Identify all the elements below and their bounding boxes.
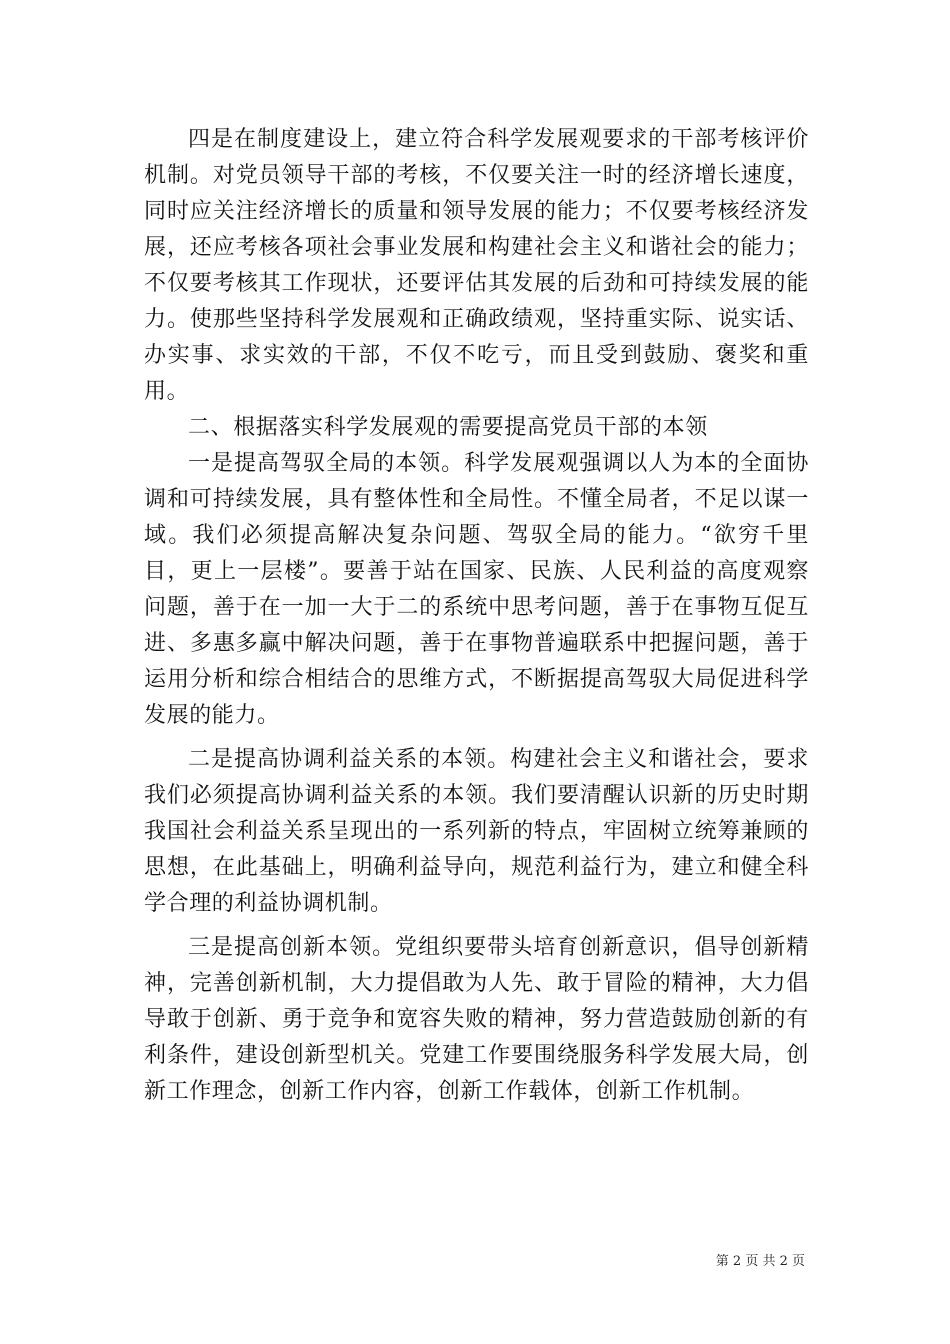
- paragraph-innovation: 三是提高创新本领。党组织要带头培育创新意识，倡导创新精神，完善创新机制，大力提倡敢为人先、敢于冒险的精神，大力倡导敢于创新、勇于竞争和宽容失败的精神，努力营造鼓励创新的有利条件，建设创新型机关。党建工作要围绕服务科学发展大局，创新工作理念，创新工作内容，创新工作载体，创新工作机制。: [144, 935, 809, 1104]
- paragraph-evaluation-mechanism: 四是在制度建设上，建立符合科学发展观要求的干部考核评价机制。对党员领导干部的考核，不仅要关注一时的经济增长速度，同时应关注经济增长的质量和领导发展的能力；不仅要考核经济发展，还应考核各项社会事业发展和构建社会主义和谐社会的能力；不仅要考核其工作现状，还要评估其发展的后劲和可持续发展的能力。使那些坚持科学发展观和正确政绩观，坚持重实际、说实话、办实事、求实效的干部，不仅不吃亏，而且受到鼓励、褒奖和重用。: [144, 127, 809, 404]
- page-number-label: 第 2 页 共 2 页: [715, 1254, 805, 1269]
- document-body: [144, 122, 809, 1110]
- section-heading-improve-abilities: 二、根据落实科学发展观的需要提高党员干部的本领: [188, 415, 708, 440]
- paragraph-coordinate-interests: 二是提高协调利益关系的本领。构建社会主义和谐社会，要求我们必须提高协调利益关系的本领。我们要清醒认识新的历史时期我国社会利益关系呈现出的一系列新的特点，牢固树立统筹兼顾的思想，在此基础上，明确利益导向，规范利益行为，建立和健全科学合理的利益协调机制。: [144, 747, 809, 916]
- page-number-footer: [716, 1250, 805, 1269]
- paragraph-overall-control: 一是提高驾驭全局的本领。科学发展观强调以人为本的全面协调和可持续发展，具有整体性和全局性。不懂全局者，不足以谋一域。我们必须提高解决复杂问题、驾驭全局的能力。“欲穷千里目，更上一层楼”。要善于站在国家、民族、人民利益的高度观察问题，善于在一加一大于二的系统中思考问题，善于在事物互促互进、多惠多赢中解决问题，善于在事物普遍联系中把握问题，善于运用分析和综合相结合的思维方式，不断据提高驾驭大局促进科学发展的能力。: [144, 451, 809, 728]
